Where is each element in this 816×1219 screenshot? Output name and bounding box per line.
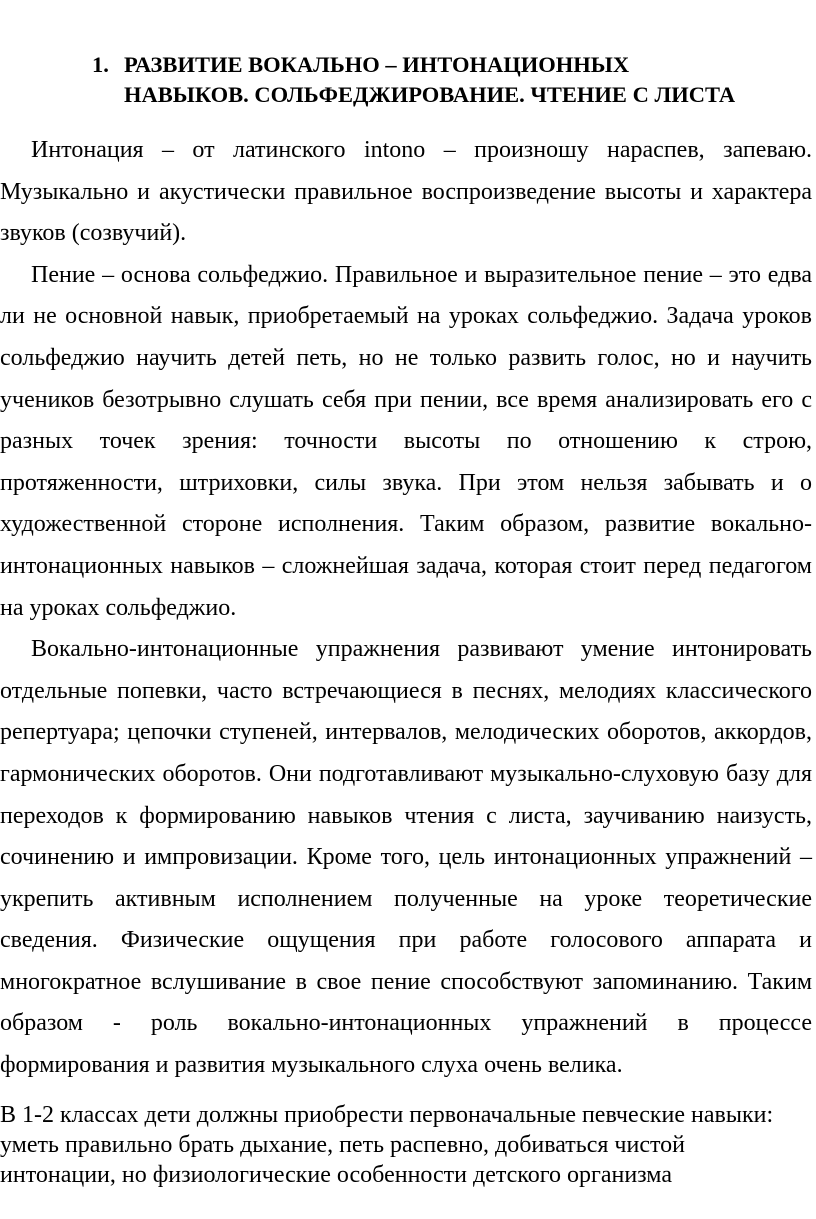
trailing-paragraph (0, 1100, 816, 1190)
trailing-line-2: уметь правильно брать дыхание, петь распевно, добиваться чистой (0, 1132, 686, 1158)
trailing-line-3: интонации, но физиологические особенности детского организма (0, 1162, 672, 1188)
paragraph-singing: Пение – основа сольфеджио. Правильное и выразительное пение – это едва ли не основной навык, приобретаемый на уроках сольфеджио. Задача уроков сольфеджио научить детей петь, но не только развить голос, но и научить учеников безотрывно слушать себя при пении, все время анализировать его с разных точек зрения: точности высоты по отношению к строю, протяженности, штриховки, силы звука. При этом нельзя забывать и о художественной стороне исполнения. Таким образом, развитие вокально-интонационных навыков – сложнейшая задача, которая стоит перед педагогом на уроках сольфеджио. (0, 261, 812, 621)
heading-line-2: НАВЫКОВ. СОЛЬФЕДЖИРОВАНИЕ. ЧТЕНИЕ С ЛИСТА (124, 82, 736, 107)
paragraph-intonation: Интонация – от латинского intono – произношу нараспев, запеваю. Музыкально и акустически правильное воспроизведение высоты и характера звуков (созвучий). (0, 137, 812, 247)
trailing-line-1: В 1-2 классах дети должны приобрести первоначальные певческие навыки: (0, 1102, 774, 1128)
heading-number: 1. (92, 52, 109, 77)
heading-line-1: РАЗВИТИЕ ВОКАЛЬНО – ИНТОНАЦИОННЫХ (124, 52, 630, 77)
paragraph-exercises: Вокально-интонационные упражнения развивают умение интонировать отдельные попевки, часто встречающиеся в песнях, мелодиях классического репертуара; цепочки ступеней, интервалов, мелодических оборотов, аккордов, гармонических оборотов. Они подготавливают музыкально-слуховую базу для переходов к формированию навыков чтения с листа, заучиванию наизусть, сочинению и импровизации. Кроме того, цель интонационных упражнений – укрепить активным исполнением полученные на уроке теоретические сведения. Физические ощущения при работе голосового аппарата и многократное вслушивание в свое пение способствуют запоминанию. Таким образом - роль вокально-интонационных упражнений в процессе формирования и развития музыкального слуха очень велика. (0, 636, 812, 1079)
section-heading (92, 50, 802, 110)
body-text (0, 130, 812, 1087)
